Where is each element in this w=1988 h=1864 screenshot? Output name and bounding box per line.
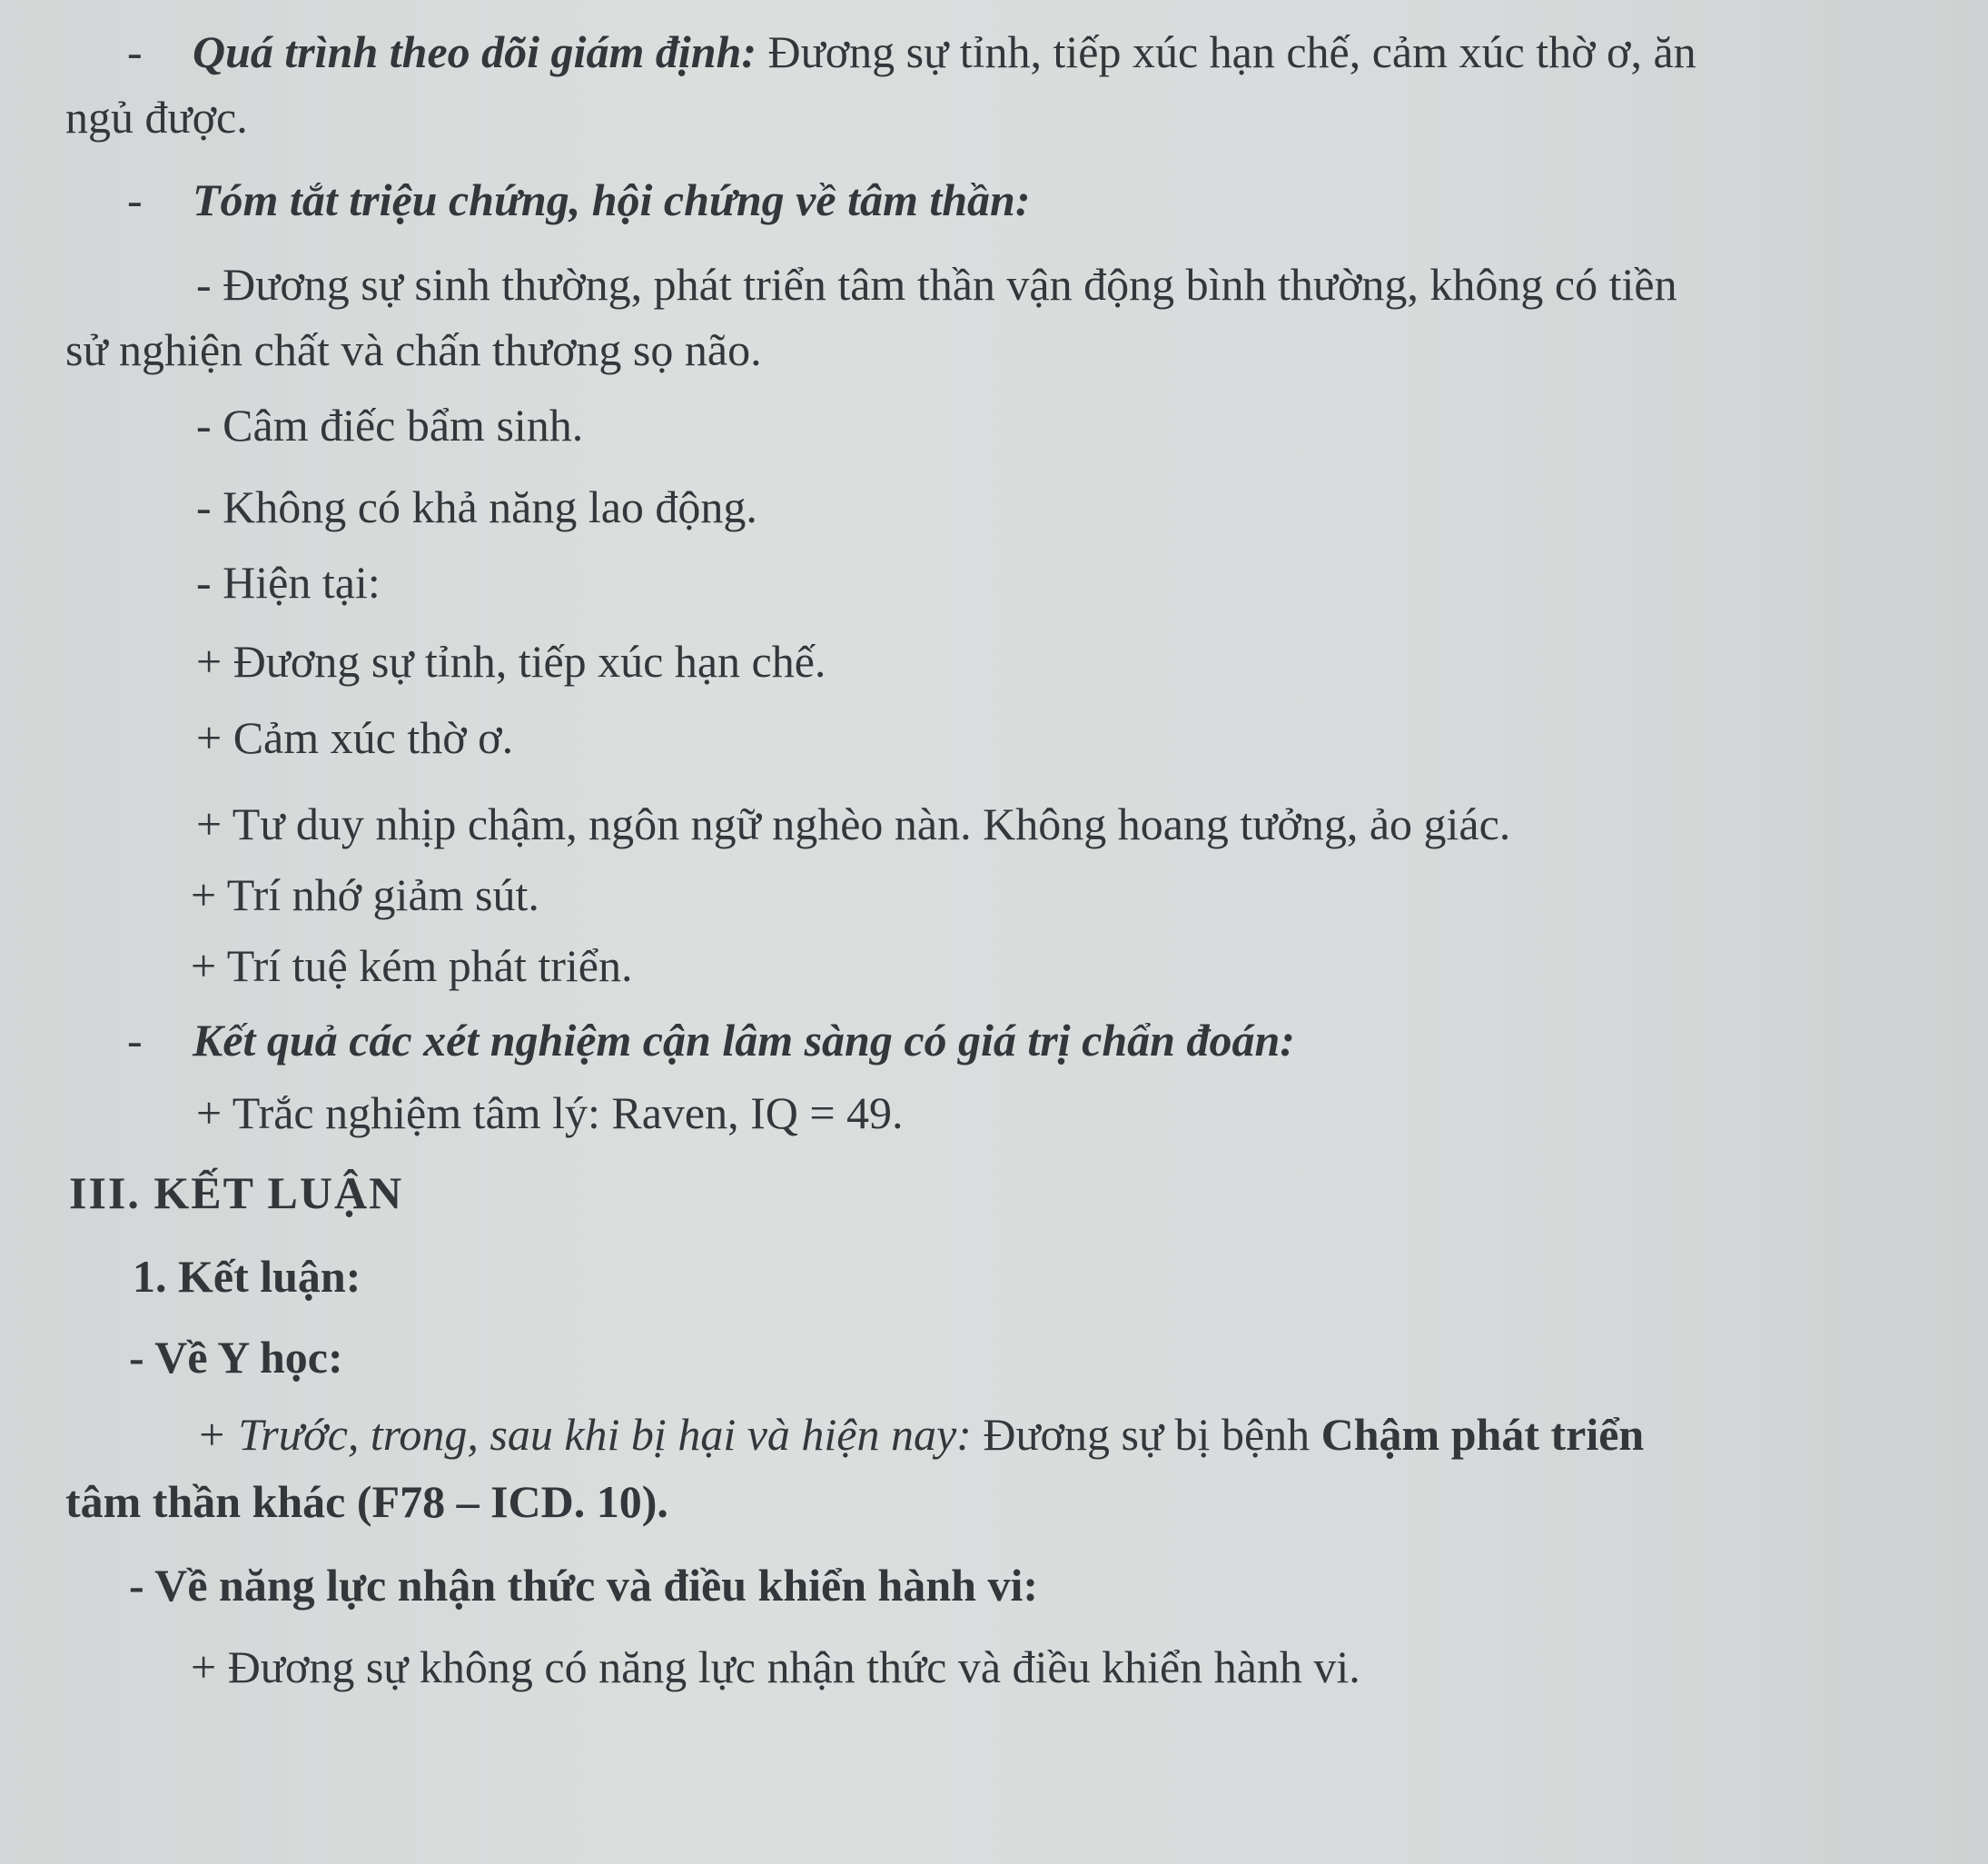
symptom-summary-label: Tóm tắt triệu chứng, hội chứng về tâm thần: [193, 174, 1031, 225]
assessment-process-cont: ngủ được. [65, 92, 248, 143]
medical-diagnosis-line [196, 1410, 1644, 1460]
assessment-process-text: Đương sự tỉnh, tiếp xúc hạn chế, cảm xúc thờ ơ, ăn [757, 26, 1696, 77]
current-state-item: + Tư duy nhịp chậm, ngôn ngữ nghèo nàn. Không hoang tưởng, ảo giác. [196, 798, 1511, 849]
capacity-heading: - Về năng lực nhận thức và điều khiển hành vi: [129, 1560, 1039, 1611]
psych-test-line: + Trắc nghiệm tâm lý: Raven, IQ = 49. [196, 1087, 904, 1138]
symptom-summary-heading [127, 175, 1031, 225]
work-ability-line: - Không có khả năng lao động. [196, 481, 757, 532]
development-history-line: - Đương sự sinh thường, phát triển tâm thần vận động bình thường, không có tiền [196, 259, 1677, 310]
current-state-item: + Trí tuệ kém phát triển. [191, 940, 633, 991]
assessment-process-label: Quá trình theo dõi giám định: [193, 26, 757, 77]
conclusion-subheading: 1. Kết luận: [133, 1251, 361, 1302]
development-history-cont: sử nghiện chất và chấn thương sọ não. [65, 324, 762, 375]
diagnosis-period-label: + Trước, trong, sau khi bị hại và hiện nay: [196, 1409, 972, 1460]
bullet-dash: - [127, 1015, 143, 1066]
assessment-process-line [127, 27, 1696, 77]
section-title-conclusion: III. KẾT LUẬN [69, 1167, 404, 1218]
diagnosis-text: Đương sự bị bệnh [971, 1409, 1321, 1460]
diagnosis-name: Chậm phát triển [1320, 1409, 1645, 1460]
deaf-mute-line: - Câm điếc bẩm sinh. [196, 400, 584, 451]
current-state-line: - Hiện tại: [196, 557, 381, 608]
current-state-item: + Trí nhớ giảm sút. [191, 869, 539, 920]
current-state-item: + Đương sự tỉnh, tiếp xúc hạn chế. [196, 636, 826, 687]
capacity-conclusion-line: + Đương sự không có năng lực nhận thức và điều khiển hành vi. [191, 1641, 1360, 1692]
lab-results-heading [127, 1016, 1295, 1066]
medical-diagnosis-cont: tâm thần khác (F78 – ICD. 10). [65, 1476, 668, 1527]
bullet-dash: - [127, 174, 143, 225]
medical-heading: - Về Y học: [129, 1332, 343, 1383]
bullet-dash: - [127, 26, 143, 77]
lab-results-label: Kết quả các xét nghiệm cận lâm sàng có giá trị chẩn đoán: [193, 1015, 1295, 1066]
current-state-item: + Cảm xúc thờ ơ. [196, 712, 514, 763]
